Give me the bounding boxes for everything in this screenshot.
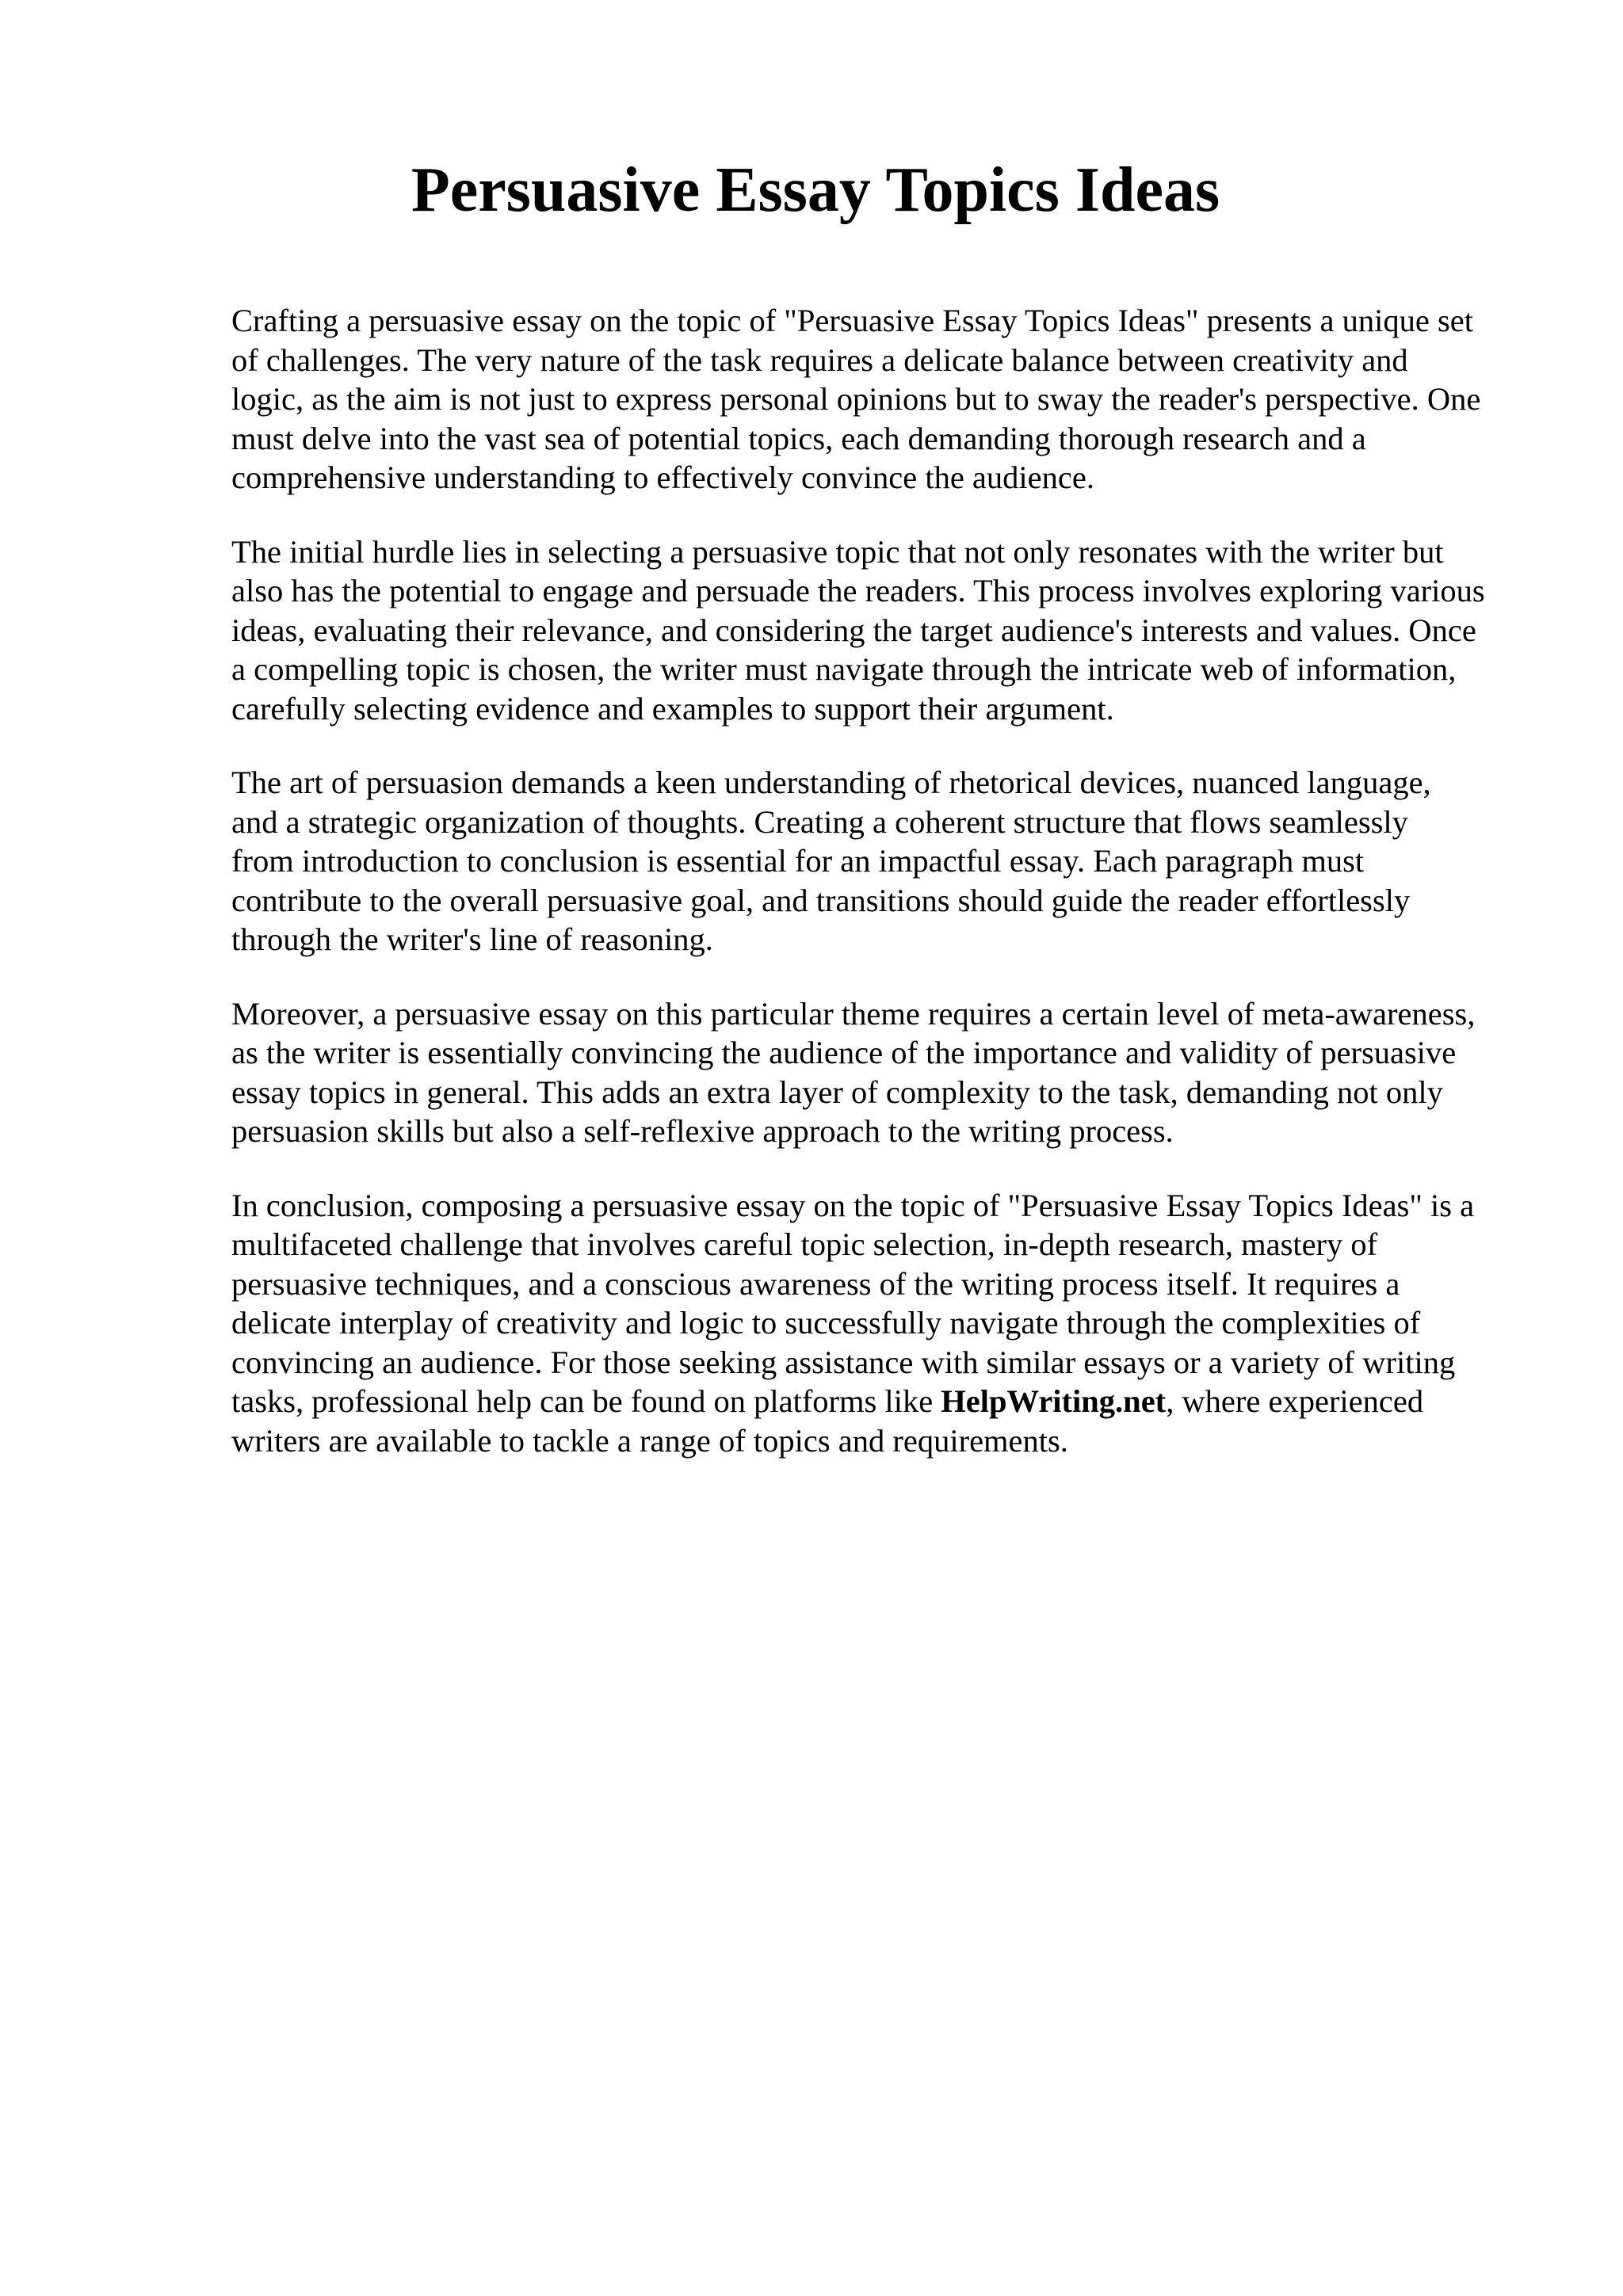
paragraph-3 xyxy=(231,763,1515,959)
paragraph-2 xyxy=(231,532,1515,729)
paragraph-line: persuasion skills but also a self-reflexive approach to the writing process. xyxy=(231,1113,1174,1149)
paragraph-line: carefully selecting evidence and examples to support their argument. xyxy=(231,690,1114,727)
link-line-before: tasks, professional help can be found on platforms like xyxy=(231,1383,941,1419)
paragraph-line: Moreover, a persuasive essay on this particular theme requires a certain level of meta-awareness, xyxy=(231,995,1476,1032)
paragraph-5 xyxy=(231,1186,1515,1461)
document-body xyxy=(231,301,1515,1495)
document-title: Persuasive Essay Topics Ideas xyxy=(411,155,1220,225)
paragraph-4 xyxy=(231,994,1515,1151)
paragraph-line: from introduction to conclusion is essential for an impactful essay. Each paragraph must xyxy=(231,843,1365,879)
paragraph-line: Crafting a persuasive essay on the topic of "Persuasive Essay Topics Ideas" presents a unique set xyxy=(231,303,1473,338)
paragraph-line: must delve into the vast sea of potential topics, each demanding thorough research and a xyxy=(231,420,1366,456)
paragraph-line: as the writer is essentially convincing the audience of the importance and validity of persuasive xyxy=(231,1035,1457,1070)
paragraph-1 xyxy=(231,301,1515,498)
paragraph-line: contribute to the overall persuasive goal, and transitions should guide the reader effortlessly xyxy=(231,882,1411,918)
paragraph-line: multifaceted challenge that involves careful topic selection, in-depth research, mastery of xyxy=(231,1226,1378,1262)
paragraph-line: persuasive techniques, and a conscious awareness of the writing process itself. It requires a xyxy=(231,1265,1400,1302)
paragraph-line: comprehensive understanding to effectively convince the audience. xyxy=(231,460,1094,495)
paragraph-line: ideas, evaluating their relevance, and considering the target audience's interests and values. Once xyxy=(231,612,1476,648)
paragraph-line: of challenges. The very nature of the task requires a delicate balance between creativity and xyxy=(231,341,1408,378)
paragraph-line: writers are available to tackle a range of topics and requirements. xyxy=(231,1422,1068,1459)
paragraph-line: and a strategic organization of thoughts. Creating a coherent structure that flows seamlessly xyxy=(231,803,1408,840)
paragraph-line: convincing an audience. For those seeking assistance with similar essays or a variety of writing xyxy=(231,1344,1456,1380)
link-line-after: , where experienced xyxy=(1166,1383,1424,1419)
paragraph-line: essay topics in general. This adds an extra layer of complexity to the task, demanding not only xyxy=(231,1074,1443,1110)
paragraph-line-with-link xyxy=(231,1382,1515,1421)
paragraph-line: a compelling topic is chosen, the writer must navigate through the intricate web of information, xyxy=(231,651,1457,687)
paragraph-line: In conclusion, composing a persuasive essay on the topic of "Persuasive Essay Topics Ideas" is a xyxy=(231,1187,1475,1223)
helpwriting-link[interactable]: HelpWriting.net xyxy=(941,1383,1167,1419)
paragraph-line: logic, as the aim is not just to express personal opinions but to sway the reader's perspective. One xyxy=(231,381,1481,417)
paragraph-line: also has the potential to engage and persuade the readers. This process involves exploring various xyxy=(231,573,1485,608)
paragraph-line: through the writer's line of reasoning. xyxy=(231,921,713,957)
paragraph-line: The initial hurdle lies in selecting a persuasive topic that not only resonates with the writer but xyxy=(231,533,1444,570)
paragraph-line: The art of persuasion demands a keen understanding of rhetorical devices, nuanced language, xyxy=(231,765,1431,800)
paragraph-line: delicate interplay of creativity and logic to successfully navigate through the complexities of xyxy=(231,1305,1421,1341)
